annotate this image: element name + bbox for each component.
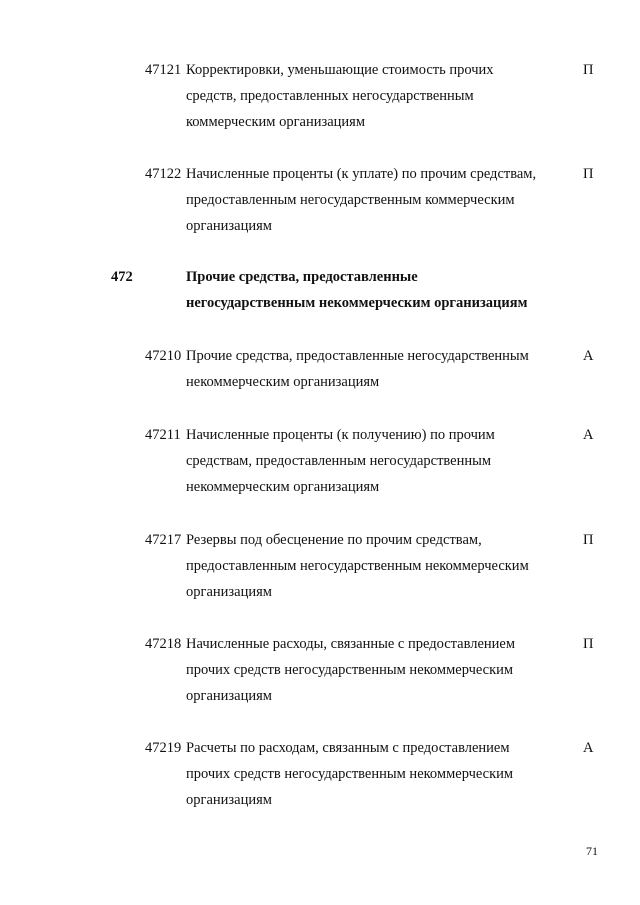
account-description — [186, 57, 566, 135]
description-line: средствам, предоставленным негосударственным — [186, 453, 492, 469]
account-type: П — [583, 532, 594, 548]
description-line: предоставленным негосударственным некоммерческим — [186, 558, 529, 574]
account-description — [186, 527, 566, 605]
account-description — [186, 343, 566, 395]
description-line: некоммерческим организациям — [186, 479, 380, 495]
account-description — [186, 161, 566, 239]
account-code: 47210 — [145, 348, 182, 364]
description-line: организациям — [186, 688, 272, 704]
account-description — [186, 631, 566, 709]
description-line: Прочие средства, предоставленные негосударственным — [186, 348, 529, 364]
description-line: организациям — [186, 792, 272, 808]
account-type: П — [583, 166, 594, 182]
account-code: 47217 — [145, 532, 182, 548]
account-type: А — [583, 348, 594, 364]
account-type: А — [583, 740, 594, 756]
account-code: 47211 — [145, 427, 181, 443]
account-type: П — [583, 62, 594, 78]
description-line: Корректировки, уменьшающие стоимость прочих — [186, 62, 494, 78]
description-line: Начисленные проценты (к уплате) по прочим средствам, — [186, 166, 537, 182]
description-line: Начисленные проценты (к получению) по прочим — [186, 427, 495, 443]
description-line: организациям — [186, 218, 272, 234]
account-code: 47218 — [145, 636, 182, 652]
section-code: 472 — [111, 269, 133, 285]
page-number: 71 — [586, 844, 598, 858]
description-line: коммерческим организациям — [186, 114, 366, 130]
section-title-line: негосударственным некоммерческим организациям — [186, 295, 528, 311]
description-line: средств, предоставленных негосударственным — [186, 88, 474, 104]
account-type: А — [583, 427, 594, 443]
description-line: предоставленным негосударственным коммерческим — [186, 192, 515, 208]
description-line: Расчеты по расходам, связанным с предоставлением — [186, 740, 510, 756]
account-type: П — [583, 636, 594, 652]
section-title — [186, 264, 527, 316]
description-line: Резервы под обесценение по прочим средствам, — [186, 532, 482, 548]
account-description — [186, 735, 566, 813]
section-title-line: Прочие средства, предоставленные — [186, 269, 418, 285]
description-line: прочих средств негосударственным некоммерческим — [186, 662, 514, 678]
account-description — [186, 422, 566, 500]
description-line: прочих средств негосударственным некоммерческим — [186, 766, 514, 782]
account-code: 47121 — [145, 62, 182, 78]
account-code: 47122 — [145, 166, 182, 182]
description-line: Начисленные расходы, связанные с предоставлением — [186, 636, 516, 652]
description-line: некоммерческим организациям — [186, 374, 380, 390]
account-code: 47219 — [145, 740, 182, 756]
description-line: организациям — [186, 584, 272, 600]
